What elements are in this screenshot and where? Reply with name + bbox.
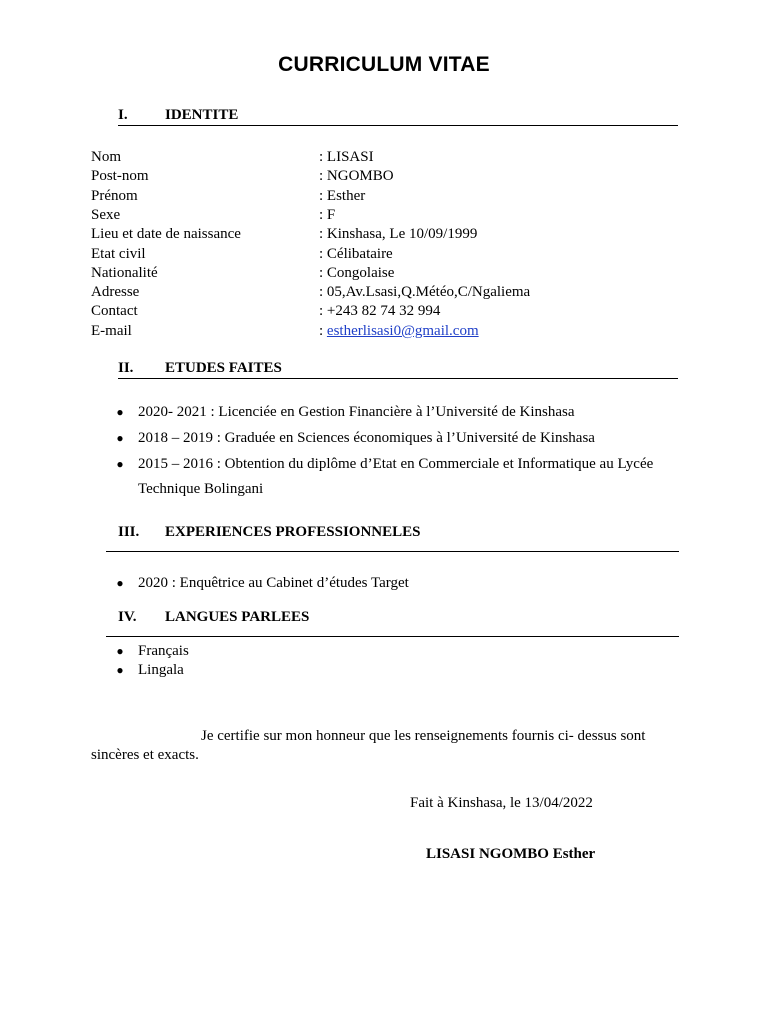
signature-name: LISASI NGOMBO Esther xyxy=(426,846,596,862)
identity-value: : Congolaise xyxy=(319,265,395,281)
identity-value: : 05,Av.Lsasi,Q.Météo,C/Ngaliema xyxy=(319,284,531,300)
section-label: EXPERIENCES PROFESSIONNELES xyxy=(165,524,421,540)
section-rule xyxy=(106,636,679,637)
identity-key: Lieu et date de naissance xyxy=(91,226,241,242)
bullet-icon: ● xyxy=(116,644,124,658)
identity-value: : +243 82 74 32 994 xyxy=(319,303,441,319)
section-label: LANGUES PARLEES xyxy=(165,609,310,625)
section-rule xyxy=(118,378,678,379)
section-label: ETUDES FAITES xyxy=(165,360,282,376)
email-link[interactable]: estherlisasi0@gmail.com xyxy=(326,323,479,339)
identity-value: : LISASI xyxy=(319,149,374,165)
list-item-etude: 2015 – 2016 : Obtention du diplôme d’Etat en Commerciale et Informatique au Lycée Technique Bolingani xyxy=(138,456,654,497)
bullet-icon: ● xyxy=(116,576,124,590)
section-rule xyxy=(106,551,679,552)
section-number: II. xyxy=(118,360,134,376)
section-label: IDENTITE xyxy=(165,107,239,123)
section-number: IV. xyxy=(118,609,137,625)
identity-value: : Esther xyxy=(319,188,366,204)
email-prefix: : xyxy=(319,323,327,339)
bullet-icon: ● xyxy=(116,431,124,445)
identity-key: Nom xyxy=(91,149,121,165)
list-item-experience: 2020 : Enquêtrice au Cabinet d’études Target xyxy=(138,575,409,591)
identity-value: : Kinshasa, Le 10/09/1999 xyxy=(319,226,478,242)
section-rule xyxy=(118,125,678,126)
bullet-icon: ● xyxy=(116,663,124,677)
section-number: I. xyxy=(118,107,128,123)
identity-key: Prénom xyxy=(91,188,138,204)
identity-key: Post-nom xyxy=(91,168,149,184)
list-item-langue: Français xyxy=(138,643,189,659)
identity-key: Sexe xyxy=(91,207,121,223)
bullet-icon: ● xyxy=(116,405,124,419)
identity-value: : F xyxy=(319,207,336,223)
identity-key: Adresse xyxy=(91,284,140,300)
identity-key: Contact xyxy=(91,303,138,319)
bullet-icon: ● xyxy=(116,457,124,471)
list-item-langue: Lingala xyxy=(138,662,184,678)
document-title: CURRICULUM VITAE xyxy=(278,53,490,76)
list-item-etude: 2020- 2021 : Licenciée en Gestion Financière à l’Université de Kinshasa xyxy=(138,404,575,420)
identity-value xyxy=(319,322,479,341)
identity-key: E-mail xyxy=(91,323,132,339)
section-number: III. xyxy=(118,524,140,540)
certification-paragraph: Je certifie sur mon honneur que les renseignements fournis ci- dessus sont sincères et exacts. xyxy=(91,728,646,763)
identity-key: Etat civil xyxy=(91,246,146,262)
identity-key: Nationalité xyxy=(91,265,158,281)
list-item-etude: 2018 – 2019 : Graduée en Sciences économiques à l’Université de Kinshasa xyxy=(138,430,595,446)
identity-value: : Célibataire xyxy=(319,246,393,262)
identity-value: : NGOMBO xyxy=(319,168,394,184)
place-date: Fait à Kinshasa, le 13/04/2022 xyxy=(410,795,593,811)
